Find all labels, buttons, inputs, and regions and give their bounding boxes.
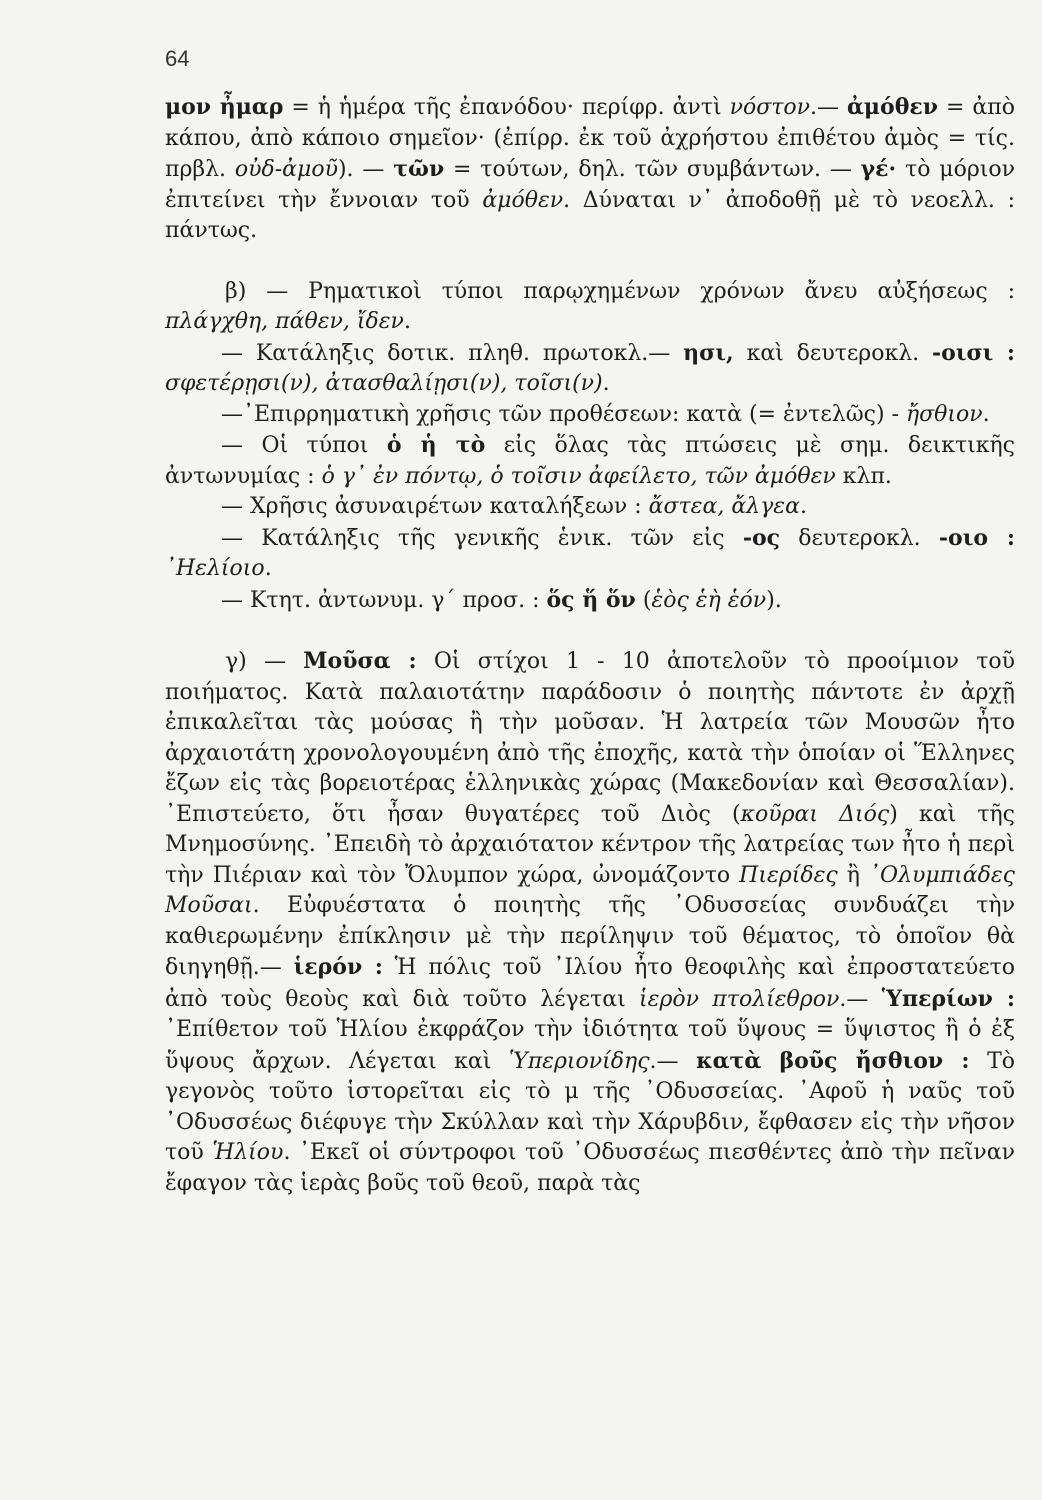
text-run: = ἡ ἡμέρα τῆς ἐπανόδου· περίφρ. ἀντὶ [283, 95, 730, 120]
italic-term: ἀμόθεν [482, 187, 564, 213]
italic-term: ἑὸς ἑὴ ἑόν [651, 587, 767, 613]
text-run: γ) — [225, 649, 304, 674]
bold-term: ὁ ἡ τὸ [386, 432, 486, 458]
bold-term: ἱερόν : [293, 954, 383, 980]
text-run: . [602, 371, 610, 396]
text-run: ). [766, 587, 782, 613]
bold-term: Ὑπερίων : [881, 985, 1015, 1012]
bold-term: ἀμόθεν [847, 94, 939, 120]
italic-term: σφετέρῃσι(ν), ἀτασθαλίῃσι(ν), τοῖσι(ν) [165, 371, 603, 396]
text-run: ). — [337, 157, 394, 182]
text-run: — Χρῆσις ἀσυναιρέτων καταλήξεων : [221, 494, 649, 519]
paragraph-uncontracted-endings [165, 492, 1015, 523]
text-run: — Κατάληξις δοτικ. πληθ. πρωτοκλ.— [221, 340, 684, 366]
text-run: ᾽Επίθετον τοῦ Ἡλίου ἐκφράζον τὴν ἰδιότητα τοῦ ὕψους = ὕψιστος ἢ ὁ ἐξ ὕψους ἄρχων. Λέγεται καὶ [165, 1017, 1015, 1074]
italic-term: Ἡλίου [212, 1140, 284, 1165]
italic-term: Πιερίδες [739, 862, 838, 888]
paragraph-genitive-ending [165, 523, 1015, 585]
text-run: Ἡ πόλις τοῦ ᾽Ιλίου ἦτο θεοφιλὴς καὶ ἐπροστατεύετο ἀπὸ τοὺς θεοὺς καὶ διὰ τοῦτο λέγεται [165, 955, 1016, 1012]
text-run: ἢ [837, 862, 870, 888]
paragraph-possessive-pronoun [165, 585, 1015, 617]
paragraph-dative-endings [165, 338, 1015, 400]
text-run: .— [810, 95, 847, 120]
bold-term: γέ· [860, 156, 897, 182]
text-run: — Κατάληξις τῆς γενικῆς ἑνικ. τῶν εἰς [221, 525, 743, 551]
italic-term: ᾽Ολυμπιάδες Μοῦσαι [165, 862, 1015, 918]
text-run: .— [649, 1048, 697, 1074]
text-run: τὸ μόριον ἐπιτείνει τὴν ἔννοιαν τοῦ [165, 157, 1016, 213]
text-run: κλπ. [835, 463, 892, 489]
paragraph-glossary-amothen [165, 92, 1015, 247]
text-run: . [264, 556, 272, 581]
italic-term: κοῦραι Διός [740, 801, 890, 827]
italic-term: νόστον [729, 95, 811, 120]
text-run: —᾽Επιρρηματικὴ χρῆσις τῶν προθέσεων: κατὰ (= ἐντελῶς) - [221, 401, 906, 427]
text-run: β) — Ρηματικοὶ τύποι παρῳχημένων χρόνων ἄνευ αὐξήσεως : [225, 278, 1015, 304]
bold-term: -οισι : [932, 339, 1015, 366]
text-run: — Κτητ. ἀντωνυμ. γ´ προσ. : [221, 587, 547, 613]
text-run: ) καὶ τῆς Μνημοσύνης. ᾽Επειδὴ τὸ ἀρχαιότατον κέντρον τῆς λατρείας των ἦτο ἡ περὶ τὴν Πιέριαν καὶ τὸν Ὄλυμπον χώρα, ὠνομάζοντο [165, 801, 1015, 888]
text-run: . Εὐφυέστατα ὁ ποιητὴς τῆς ᾽Οδυσσείας συνδυάζει τὴν καθιερωμένην ἐπίκλησιν μὲ τὴν περίληψιν τοῦ θέματος, τὸ ὁποῖον θὰ διηγηθῇ.— [165, 893, 1015, 980]
italic-term: ᾽Ηελίοιο [165, 556, 265, 581]
text-run: . [982, 401, 990, 427]
text-run: .— [839, 986, 882, 1012]
bold-term: Μοῦσα : [303, 648, 417, 674]
text-run: . ᾽Εκεῖ οἱ σύντροφοι τοῦ ᾽Οδυσσέως πιεσθέντες ἀπὸ τὴν πεῖναν ἔφαγον τὰς ἱερὰς βοῦς τοῦ θεοῦ, παρὰ τὰς [165, 1140, 1015, 1196]
text-run: ( [635, 587, 652, 613]
bold-term: μον ἦμαρ [165, 94, 284, 120]
page-number: 64 [165, 46, 190, 71]
paragraph-article-as-pronoun [165, 430, 1015, 492]
text-run: = ἀπὸ κάπου, ἀπὸ κάποιο σημεῖον· (ἐπίρρ. ἐκ τοῦ ἀχρήστου ἐπιθέτου ἀμὸς = τίς. πρβλ. [165, 95, 1015, 182]
text-run: . [403, 309, 411, 334]
text-run: καὶ δευτεροκλ. [733, 340, 933, 366]
text-run: εἰς ὅλας τὰς πτώσεις μὲ σημ. δεικτικῆς ἀντωνυμίας : [165, 433, 1015, 489]
italic-term: ἱερὸν πτολίεθρον [639, 986, 840, 1012]
text-run: = τούτων, δηλ. τῶν συμβάντων. — [444, 157, 861, 182]
paragraph-beta-verb-forms [165, 277, 1015, 338]
italic-term: πλάγχθη, πάθεν, ἴδεν [165, 309, 404, 334]
text-run: Τὸ γεγονὸς τοῦτο ἱστορεῖται εἰς τὸ μ τῆς ᾽Οδυσσείας. ᾽Αφοῦ ἡ ναῦς τοῦ ᾽Οδυσσέως διέφυγε τὴν Σκύλλαν καὶ τὴν Χάρυβδιν, ἔφθασεν εἰς τὴν νῆσον τοῦ [165, 1048, 1016, 1165]
italic-term: ὁ γ᾽ ἐν πόντῳ, ὁ τοῖσιν ἀφείλετο, τῶν ἀμόθεν [321, 463, 836, 489]
italic-term: ἄστεα, ἄλγεα [648, 494, 800, 519]
bold-term: ὅς ἥ ὅν [546, 586, 636, 613]
bold-term: κατὰ βοῦς ἤσθιον : [696, 1047, 970, 1074]
paragraph-adverbial-prepositions [165, 400, 1015, 431]
page-text [165, 92, 1015, 1199]
bold-term: τῶν [393, 156, 445, 182]
text-run: δευτεροκλ. [780, 525, 939, 551]
italic-term: οὐδ-ἀμοῦ [234, 157, 338, 182]
italic-term: Ὑπεριονίδης [509, 1048, 650, 1074]
bold-term: -ος [742, 524, 781, 551]
text-run: . Δύναται ν᾽ ἀποδοθῇ μὲ τὸ νεοελλ. : πάντως. [165, 187, 1015, 243]
text-run: — Οἱ τύποι [221, 433, 387, 458]
bold-term: ησι, [683, 339, 734, 366]
bold-term: -οιο : [938, 524, 1016, 551]
paragraph-gamma-mousa [165, 646, 1015, 1199]
italic-term: ἤσθιον [905, 401, 983, 427]
text-run: . [799, 494, 807, 519]
text-run: Οἱ στίχοι 1 - 10 ἀποτελοῦν τὸ προοίμιον τοῦ ποιήματος. Κατὰ παλαιοτάτην παράδοσιν ὁ ποιητὴς πάντοτε ἐν ἀρχῇ ἐπικαλεῖται τὰς μούσας ἢ τὴν μοῦσαν. Ἡ λατρεία τῶν Μουσῶν ἦτο ἀρχαιοτάτη χρονολογουμένη ἀπὸ τῆς ἐποχῆς, κατὰ τὴν ὁποίαν οἱ Ἕλληνες ἔζων εἰς τὰς βορειοτέρας ἑλληνικὰς χώρας (Μακεδονίαν καὶ Θεσσαλίαν). ᾽Επιστεύετο, ὅτι ἦσαν θυγατέρες τοῦ Διὸς ( [165, 649, 1015, 827]
